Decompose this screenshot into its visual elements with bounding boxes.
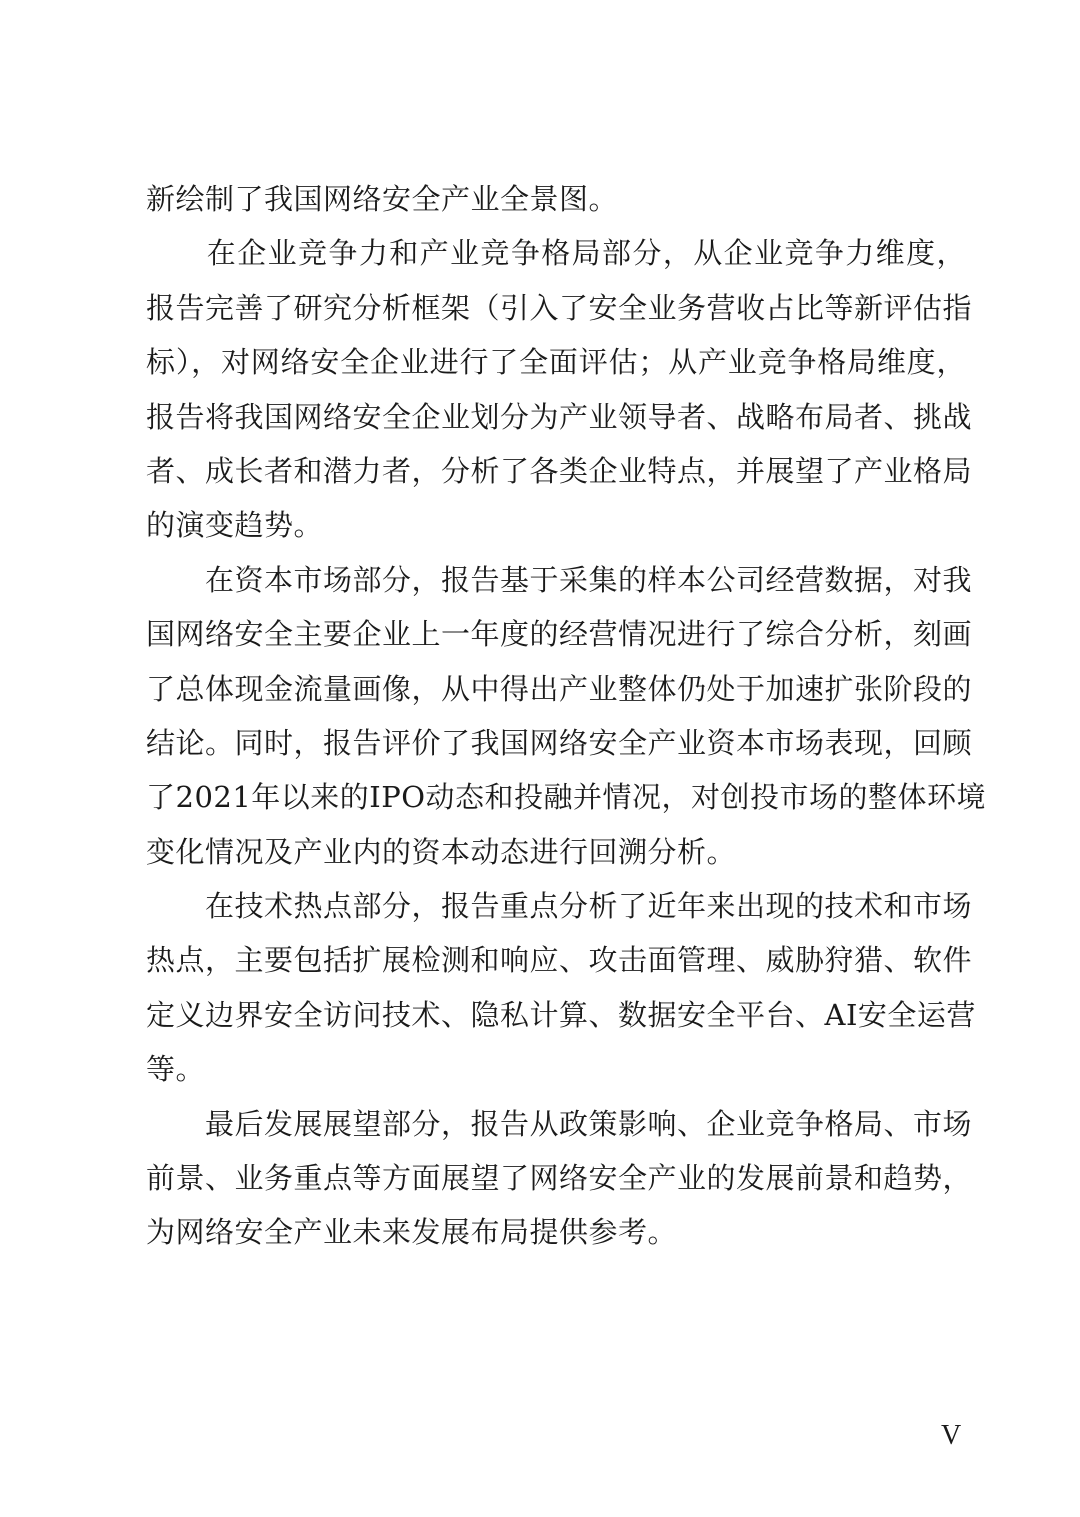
text-line: 结论。同时，报告评价了我国网络安全产业资本市场表现，回顾 — [146, 725, 973, 760]
text-line: 标），对网络安全企业进行了全面评估；从产业竞争格局维度， — [146, 345, 966, 380]
text-line: 热点，主要包括扩展检测和响应、攻击面管理、威胁狩猎、软件 — [146, 943, 973, 978]
page-number: V — [941, 1420, 962, 1451]
body-text — [146, 172, 987, 1260]
text-line: 新绘制了我国网络安全产业全景图。 — [146, 182, 619, 216]
text-line: 者、成长者和潜力者，分析了各类企业特点，并展望了产业格局 — [146, 453, 973, 488]
text-line: 为网络安全产业未来发展布局提供参考。 — [146, 1215, 678, 1250]
text-line: 在企业竞争力和产业竞争格局部分，从企业竞争力维度， — [146, 236, 966, 271]
text-line: 等。 — [146, 1052, 206, 1087]
text-line: 报告将我国网络安全企业划分为产业领导者、战略布局者、挑战 — [146, 399, 973, 434]
text-line: 的演变趋势。 — [146, 508, 324, 543]
text-line: 前景、业务重点等方面展望了网络安全产业的发展前景和趋势， — [146, 1161, 973, 1196]
text-line: 报告完善了研究分析框架（引入了安全业务营收占比等新评估指 — [146, 290, 973, 325]
text-line: 国网络安全主要企业上一年度的经营情况进行了综合分析，刻画 — [146, 617, 973, 652]
text-line: 了总体现金流量画像，从中得出产业整体仍处于加速扩张阶段的 — [146, 671, 973, 706]
text-line: 变化情况及产业内的资本动态进行回溯分析。 — [146, 834, 737, 869]
text-line: 在资本市场部分，报告基于采集的样本公司经营数据，对我 — [146, 562, 973, 597]
text-line: 了2021年以来的IPO动态和投融并情况，对创投市场的整体环境 — [146, 780, 987, 815]
text-line: 定义边界安全访问技术、隐私计算、数据安全平台、AI安全运营 — [146, 997, 976, 1032]
text-line: 最后发展展望部分，报告从政策影响、企业竞争格局、市场 — [146, 1106, 973, 1141]
text-line: 在技术热点部分，报告重点分析了近年来出现的技术和市场 — [146, 889, 973, 924]
